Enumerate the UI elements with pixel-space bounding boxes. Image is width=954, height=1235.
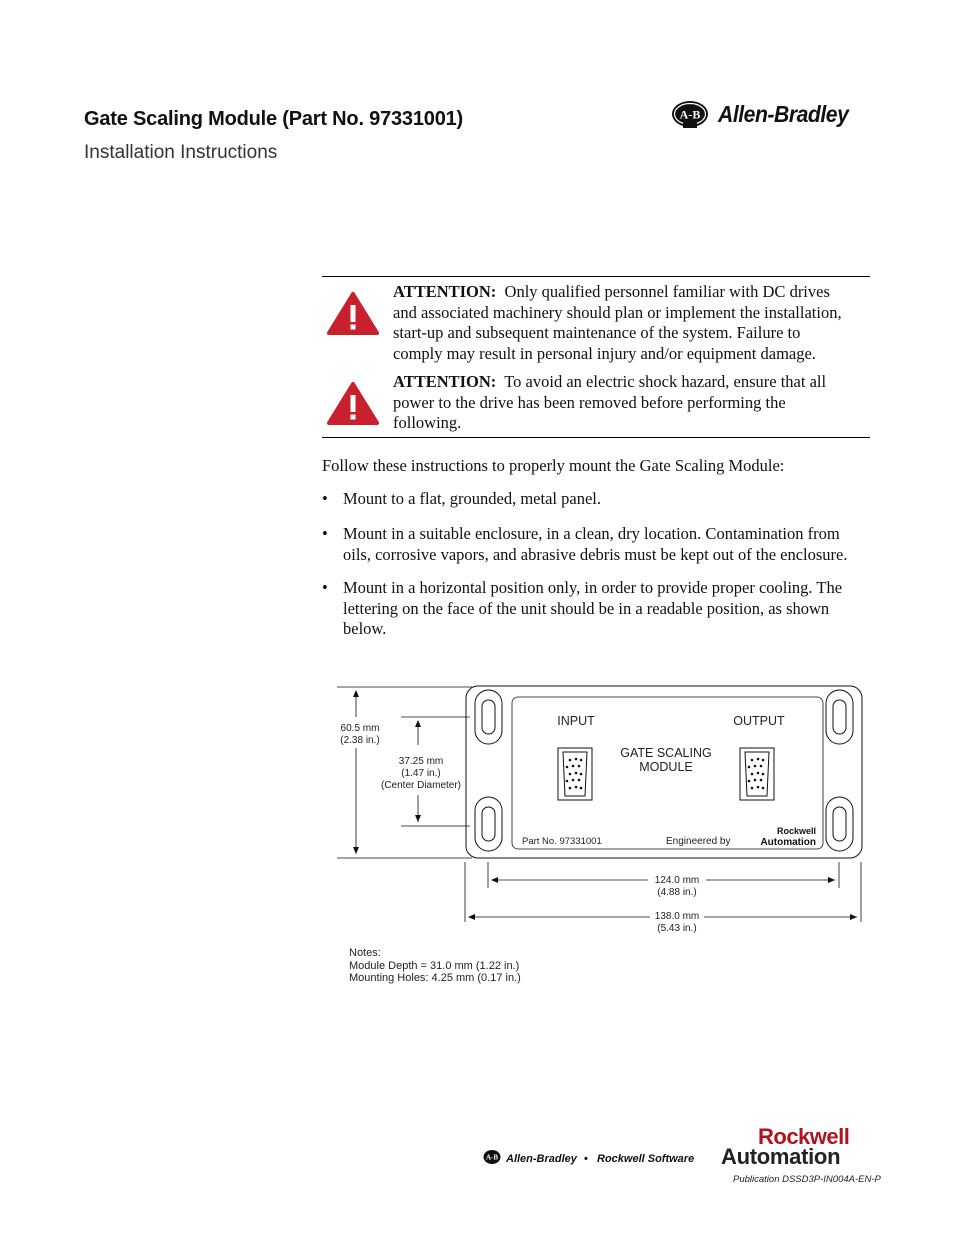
output-label: OUTPUT bbox=[733, 714, 785, 728]
bullet-icon: • bbox=[322, 524, 328, 543]
engineered-by-label: Engineered by bbox=[666, 836, 731, 847]
attention-label: ATTENTION: bbox=[393, 372, 497, 391]
output-connector-icon bbox=[740, 748, 774, 800]
diagram-notes bbox=[349, 947, 521, 985]
attention-line: To avoid an electric shock hazard, ensure that all bbox=[504, 372, 827, 391]
attention-line: power to the drive has been removed before performing the bbox=[393, 392, 786, 412]
input-connector-icon bbox=[558, 748, 592, 800]
publication-number: Publication DSSD3P-IN004A-EN-P bbox=[733, 1174, 881, 1185]
rockwell-logo-line2: Automation bbox=[721, 1144, 841, 1169]
attention-line: following. bbox=[393, 413, 462, 432]
notes-line: Notes: bbox=[349, 947, 381, 959]
rockwell-logo-line1: Rockwell bbox=[758, 1124, 850, 1149]
bullet-icon: • bbox=[322, 489, 328, 508]
dimension-value: (4.88 in.) bbox=[657, 887, 697, 898]
list-item-line: Mount to a flat, grounded, metal panel. bbox=[343, 489, 601, 508]
list-item-line: Mount in a suitable enclosure, in a clean, dry location. Contamination from bbox=[343, 524, 840, 543]
part-number-label: Part No. 97331001 bbox=[522, 836, 602, 847]
svg-text:A-B: A-B bbox=[485, 1153, 499, 1162]
footer-ab-badge-logo bbox=[483, 1149, 501, 1170]
notes-line: Mounting Holes: 4.25 mm (0.17 in.) bbox=[349, 972, 521, 984]
height-total-label bbox=[334, 723, 386, 747]
width-total-label bbox=[646, 911, 708, 935]
page-title: Gate Scaling Module (Part No. 97331001) bbox=[84, 108, 463, 130]
footer-allen-bradley: Allen-Bradley bbox=[506, 1153, 577, 1165]
dimension-value: (5.43 in.) bbox=[657, 923, 697, 934]
module-name-label bbox=[610, 746, 722, 774]
attention-line: Only qualified personnel familiar with DC drives bbox=[504, 282, 830, 301]
page-subtitle: Installation Instructions bbox=[84, 142, 278, 163]
dimension-value: 138.0 mm bbox=[654, 911, 700, 922]
module-name-line: MODULE bbox=[639, 760, 693, 774]
intro-paragraph: Follow these instructions to properly mount the Gate Scaling Module: bbox=[322, 456, 785, 475]
dimension-value: (Center Diameter) bbox=[380, 780, 462, 791]
attention-line: and associated machinery should plan or implement the installation, bbox=[393, 302, 842, 322]
allen-bradley-logo-text: Allen-Bradley bbox=[718, 101, 849, 127]
list-item-line: below. bbox=[343, 619, 387, 638]
bullet-icon: • bbox=[322, 578, 328, 597]
footer-rockwell-software: Rockwell Software bbox=[597, 1153, 695, 1165]
notes-line: Module Depth = 31.0 mm (1.22 in.) bbox=[349, 959, 520, 972]
attention-line: comply may result in personal injury and/or equipment damage. bbox=[393, 343, 816, 363]
list-item-line: lettering on the face of the unit should be in a readable position, as shown bbox=[343, 598, 830, 618]
dimension-value: (2.38 in.) bbox=[340, 735, 380, 746]
dimension-value: 124.0 mm bbox=[654, 875, 700, 886]
dimension-value: 37.25 mm bbox=[398, 756, 444, 767]
list-item-line: oils, corrosive vapors, and abrasive debris must be kept out of the enclosure. bbox=[343, 544, 848, 564]
ra-logo-line1: Rockwell bbox=[776, 826, 816, 836]
width-center-label bbox=[646, 875, 708, 899]
input-label: INPUT bbox=[557, 714, 595, 728]
module-name-line: GATE SCALING bbox=[620, 746, 712, 760]
ra-logo-line2: Automation bbox=[760, 837, 816, 848]
dimension-value: (1.47 in.) bbox=[401, 768, 441, 779]
footer-separator: • bbox=[584, 1153, 588, 1165]
dimension-value: 60.5 mm bbox=[340, 723, 380, 734]
height-center-label bbox=[376, 756, 466, 792]
attention-line: start-up and subsequent maintenance of the system. Failure to bbox=[393, 323, 801, 342]
svg-text:A-B: A-B bbox=[679, 107, 701, 122]
list-item-line: Mount in a horizontal position only, in order to provide proper cooling. The bbox=[343, 578, 843, 597]
attention-label: ATTENTION: bbox=[393, 282, 497, 301]
